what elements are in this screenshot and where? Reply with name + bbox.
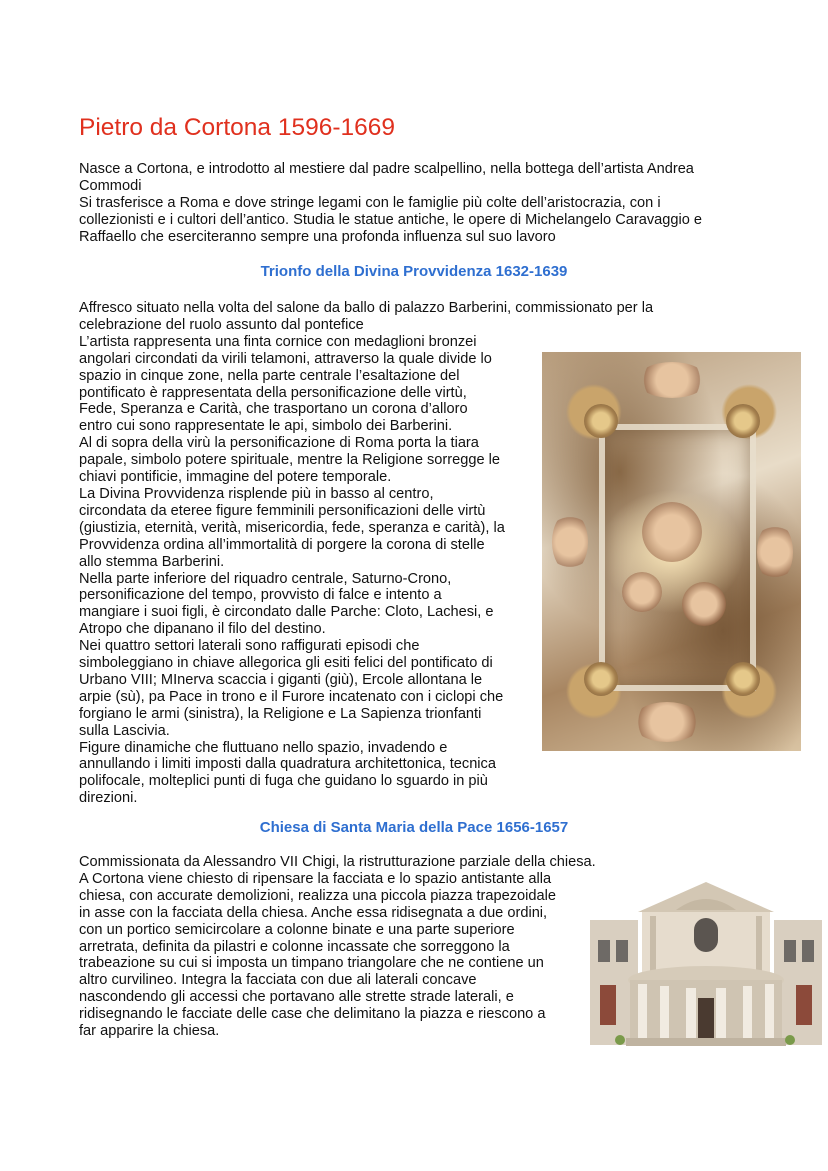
section2-line: in asse con la facciata della chiesa. Anche essa ridisegnata a due ordini, [79,904,548,921]
section1-line: (giustizia, eternità, verità, misericordia, fede, speranza e carità), la [79,519,505,536]
intro-line: Si trasferisce a Roma e dove stringe legami con le famiglie più colte dell’aristocrazia, con i [79,194,661,211]
section1-line: direzioni. [79,790,138,807]
fresco-figure [642,502,702,562]
section2-line: altro curvilineo. Integra la facciata con due ali laterali concave [79,972,477,989]
church-window [784,940,796,962]
section1-line: personificazione del tempo, provvisto di falce e intento a [79,587,442,604]
section1-line: chiavi pontificie, immagine del potere temporale. [79,469,392,486]
section1-line: Nella parte inferiore del riquadro centrale, Saturno-Crono, [79,570,452,587]
fresco-medallion [584,404,618,438]
fresco-medallion [584,662,618,696]
section2-line: A Cortona viene chiesto di ripensare la facciata e lo spazio antistante alla [79,870,552,887]
church-facade-drawing [590,880,822,1050]
section1-line: Nei quattro settori laterali sono raffigurati episodi che [79,638,420,655]
church-plant [615,1035,625,1045]
section1-line: sulla Lascivia. [79,722,170,739]
church-door [600,985,616,1025]
section1-line: arpie (sù), pa Pace in trono e il Furore incatenato con i ciclopi che [79,688,504,705]
section2-line: arretrata, definita da pilastri e colonne incassate che sorreggono la [79,938,510,955]
section1-line: La Divina Provvidenza risplende più in basso al centro, [79,485,434,502]
section2-text [79,854,596,1040]
section1-line: papale, simbolo potere spirituale, mentre la Religione sorregge le [79,452,501,469]
section1-line: mangiare i suoi figli, è circondato dalle Parche: Cloto, Lachesi, e [79,604,494,621]
intro-line: collezionisti e i cultori dell’antico. Studia le statue antiche, le opere di Michelangelo Caravaggio e [79,211,703,228]
church-upper-window [694,918,718,952]
church-door [796,985,812,1025]
section1-line: Fede, Speranza e Carità, che trasportano un corona d’alloro [79,401,468,418]
section1-line: circondata da eteree figure femminili personificazioni delle virtù [79,502,486,519]
intro-paragraph [79,161,702,246]
page-title: Pietro da Cortona 1596-1669 [79,114,395,141]
section1-line: angolari circondati da virili telamoni, attraverso la quale divide lo [79,350,492,367]
intro-line: Raffaello che eserciteranno sempre una profonda influenza sul suo lavoro [79,228,556,245]
section-heading-chiesa: Chiesa di Santa Maria della Pace 1656-1657 [259,819,569,836]
church-column [686,988,696,1040]
church-plant [785,1035,795,1045]
church-column [660,986,669,1040]
church-column [765,984,774,1040]
section1-line: Figure dinamiche che fluttuano nello spazio, invadendo e [79,739,448,756]
fresco-image [542,352,801,751]
section1-lead-line: celebrazione del ruolo assunto dal pontefice [79,316,364,333]
fresco-medallion [726,662,760,696]
section2-line: Commissionata da Alessandro VII Chigi, la ristrutturazione parziale della chiesa. [79,854,596,870]
fresco-figure [682,582,726,626]
section2-line: ridisegnando le facciate delle case che delimitano la piazza e riescono a [79,1006,546,1023]
church-steps [626,1038,786,1046]
section1-line: Atropo che dipanano il filo del destino. [79,621,326,638]
section1-lead-line: Affresco situato nella volta del salone da ballo di palazzo Barberini, commissionato per la [79,300,654,316]
section1-line: Provvidenza ordina all’immortalità di porgere la corona di stelle [79,536,485,553]
fresco-medallion [726,404,760,438]
section2-line: chiesa, con accurate demolizioni, realizza una piccola piazza trapezoidale [79,887,556,904]
fresco-figure [552,512,588,572]
section1-line: polifocale, molteplici punti di fuga che guidano lo sguardo in più [79,773,488,790]
section-heading-trionfo: Trionfo della Divina Provvidenza 1632-1639 [260,263,568,280]
church-image [590,880,822,1050]
church-pilaster [650,916,656,976]
section2-line: far apparire la chiesa. [79,1023,220,1040]
fresco-figure [637,362,707,398]
church-column [716,988,726,1040]
church-column [638,984,647,1040]
church-window [616,940,628,962]
fresco-figure [632,702,702,742]
section1-line: L’artista rappresenta una finta cornice con medaglioni bronzei [79,333,477,350]
section1-line: Urbano VIII; MInerva scaccia i giganti (giù), Ercole allontana le [79,671,483,688]
church-window [598,940,610,962]
church-column [743,986,752,1040]
section2-line: con un portico semicircolare a colonne binate e una parte superiore [79,921,515,938]
section1-line: simboleggiano in chiave allegorica gli esiti felici del pontificato di [79,655,493,672]
intro-line: Nasce a Cortona, e introdotto al mestiere dal padre scalpellino, nella bottega dell’artista Andrea [79,161,694,177]
church-window [802,940,814,962]
church-pilaster [756,916,762,976]
section2-line: nascondendo gli accessi che portavano alle strette strade laterali, e [79,989,514,1006]
section1-line: allo stemma Barberini. [79,553,225,570]
section2-line: trabeazione su cui si imposta un timpano triangolare che ne contiene un [79,955,544,972]
church-main-door [698,998,714,1038]
section1-line: forgiano le armi (sinistra), la Religione e La Sapienza trionfanti [79,705,482,722]
section1-line: annullando i limiti imposti dalla quadratura architettonica, tecnica [79,756,496,773]
fresco-figure [757,522,793,582]
section1-line: pontificato è rappresentata della personificazione delle virtù, [79,384,467,401]
fresco-figure [622,572,662,612]
section1-line: spazio in cinque zone, nella parte centrale l’esaltazione del [79,367,460,384]
intro-line: Commodi [79,177,142,194]
section1-line: Al di sopra della virù la personificazione di Roma porta la tiara [79,435,479,452]
section1-line: entro cui sono rappresentate le api, simbolo dei Barberini. [79,418,453,435]
